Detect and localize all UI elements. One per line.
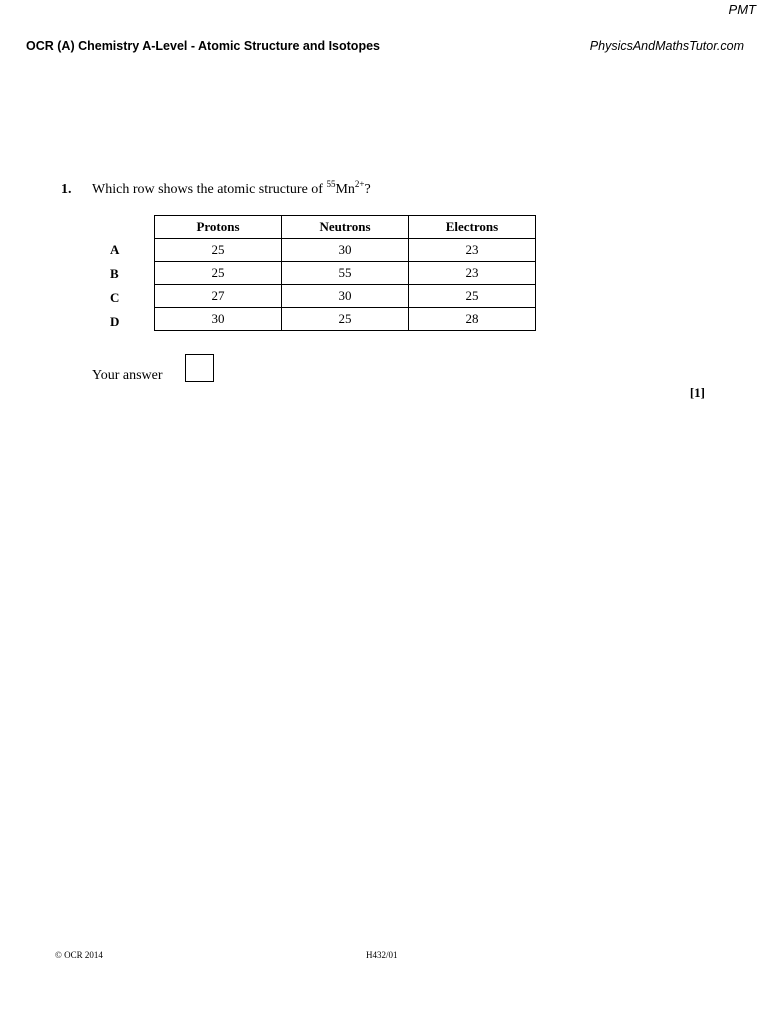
cell-a-electrons: 23 xyxy=(409,239,536,262)
table-row xyxy=(155,308,536,331)
document-title: OCR (A) Chemistry A-Level - Atomic Structure and Isotopes xyxy=(26,39,380,53)
header-neutrons: Neutrons xyxy=(282,216,409,239)
table-header-row xyxy=(155,216,536,239)
cell-d-electrons: 28 xyxy=(409,308,536,331)
your-answer-label: Your answer xyxy=(92,368,163,383)
cell-a-neutrons: 30 xyxy=(282,239,409,262)
mass-number: 55 xyxy=(326,179,336,189)
cell-b-protons: 25 xyxy=(155,262,282,285)
option-letter-c: C xyxy=(110,290,120,305)
cell-c-electrons: 25 xyxy=(409,285,536,308)
question-text-before: Which row shows the atomic structure of xyxy=(92,182,327,197)
table-row xyxy=(155,285,536,308)
cell-c-neutrons: 30 xyxy=(282,285,409,308)
table-row xyxy=(155,239,536,262)
ion-charge: 2+ xyxy=(354,179,365,189)
header-electrons: Electrons xyxy=(409,216,536,239)
cell-b-electrons: 23 xyxy=(409,262,536,285)
site-name: PhysicsAndMathsTutor.com xyxy=(589,39,744,53)
element-symbol: Mn xyxy=(335,182,355,197)
marks-label: [1] xyxy=(689,385,705,400)
header-protons: Protons xyxy=(155,216,282,239)
atomic-structure-table xyxy=(154,215,536,331)
footer-copyright: © OCR 2014 xyxy=(55,950,103,960)
cell-b-neutrons: 55 xyxy=(282,262,409,285)
option-letter-b: B xyxy=(110,266,119,281)
question-text-after: ? xyxy=(364,182,371,197)
cell-d-neutrons: 25 xyxy=(282,308,409,331)
table-row xyxy=(155,262,536,285)
cell-a-protons: 25 xyxy=(155,239,282,262)
cell-d-protons: 30 xyxy=(155,308,282,331)
question-text xyxy=(92,179,371,198)
pmt-corner-tag: PMT xyxy=(728,2,756,17)
option-letter-d: D xyxy=(110,314,120,329)
footer-paper-code: H432/01 xyxy=(366,950,398,960)
option-letter-a: A xyxy=(110,242,120,257)
cell-c-protons: 27 xyxy=(155,285,282,308)
answer-input-box[interactable] xyxy=(185,354,214,382)
question-number: 1. xyxy=(61,182,72,197)
